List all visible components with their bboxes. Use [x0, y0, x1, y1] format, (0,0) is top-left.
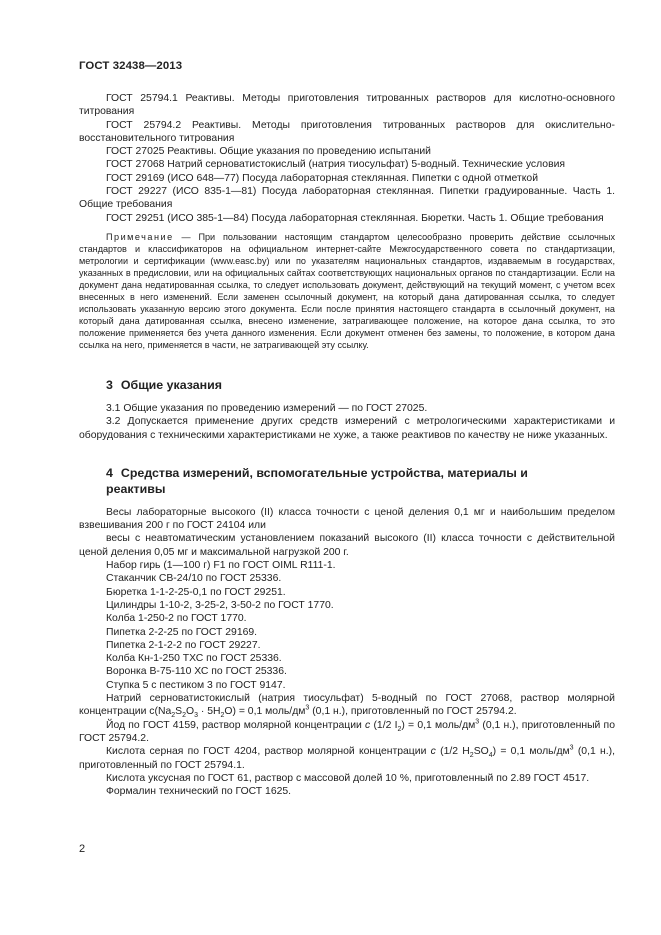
section-3: [79, 377, 615, 442]
formula-sub: 4: [488, 752, 493, 760]
equipment-item: Колба Кн-1-250 ТХС по ГОСТ 25336.: [106, 653, 282, 665]
clause-3-1: 3.1 Общие указания по проведению измерений — по ГОСТ 27025.: [106, 402, 428, 414]
reference-item: ГОСТ 29227 (ИСО 835-1—81) Посуда лабораторная стеклянная. Пипетки градуированные. Часть 1. Общие требования: [79, 186, 615, 211]
formula-text: Натрий серноватистокислый (натрия тиосульфат) 5-водный по ГОСТ 27068, раствор молярной концентрации c(Na: [79, 693, 615, 718]
reagent-item: Формалин технический по ГОСТ 1625.: [106, 786, 292, 798]
reference-item: ГОСТ 27025 Реактивы. Общие указания по проведению испытаний: [106, 146, 431, 158]
reference-item: ГОСТ 25794.2 Реактивы. Методы приготовления титрованных растворов для окислительно-восстановительного титрования: [79, 119, 615, 144]
formula-text: O) = 0,1 моль/дм: [224, 706, 306, 718]
formula-sub: 3: [194, 712, 198, 720]
section-number: 4: [106, 465, 113, 480]
formula-text: Кислота серная по ГОСТ 4204, раствор молярной концентрации: [106, 746, 431, 758]
reference-item: ГОСТ 29169 (ИСО 648—77) Посуда лабораторная стеклянная. Пипетки с одной отметкой: [106, 172, 539, 184]
reference-item: ГОСТ 27068 Натрий серноватистокислый (натрия тиосульфат) 5-водный. Технические условия: [106, 159, 566, 171]
reagent-item: Кислота уксусная по ГОСТ 61, раствор с массовой долей 10 %, приготовленный по 2.89 ГОСТ 4517.: [106, 772, 590, 784]
reference-item: ГОСТ 29251 (ИСО 385-1—84) Посуда лабораторная стеклянная. Бюретки. Часть 1. Общие требования: [106, 212, 604, 224]
section-4: [79, 465, 615, 799]
formula-sup: 3: [305, 704, 310, 712]
formula-text: SO: [473, 746, 489, 758]
equipment-item: Цилиндры 1-10-2, 3-25-2, 3-50-2 по ГОСТ 1770.: [106, 599, 334, 611]
reagent-iodine: [79, 719, 615, 746]
formula-text: (0,1 н.), приготовленный по ГОСТ 25794.1.: [79, 746, 615, 771]
section-title: Средства измерений, вспомогательные устройства, материалы и реактивы: [106, 465, 528, 496]
equipment-item: Ступка 5 с пестиком 3 по ГОСТ 9147.: [106, 679, 286, 691]
normative-references: [79, 92, 615, 225]
section-heading: [79, 465, 615, 497]
page-number: 2: [79, 843, 86, 855]
equipment-item: Воронка В-75-110 ХС по ГОСТ 25336.: [106, 666, 287, 678]
formula-text: (0,1 н.), приготовленный по ГОСТ 25794.2.: [309, 706, 517, 718]
reagent-thiosulfate: [79, 692, 615, 719]
clause-3-2: 3.2 Допускается применение других средств измерений с метрологическими характеристиками и оборудования с техническими характеристиками не хуже, а также реактивов по качеству не ниже указанных.: [79, 416, 615, 441]
equipment-item: Бюретка 1-1-2-25-0,1 по ГОСТ 29251.: [106, 586, 286, 598]
formula-sub: 2: [220, 712, 225, 720]
section-title: Общие указания: [120, 377, 222, 392]
formula-sub: 2: [397, 725, 402, 733]
equipment-item: Набор гирь (1—100 г) F1 по ГОСТ OIML R111-1.: [106, 560, 336, 572]
formula-sub: 2: [171, 712, 176, 720]
formula-text: (0,1 н.), приготовленный по ГОСТ 25794.2.: [79, 719, 615, 744]
note-paragraph: [79, 231, 615, 351]
reagent-sulfuric-acid: [79, 745, 615, 772]
equipment-item: Весы лабораторные высокого (II) класса точности с ценой деления 0,1 мг и наибольшим пределом взвешивания 200 г по ГОСТ 24104 или: [79, 506, 615, 532]
section-heading: [79, 377, 615, 393]
note-label: Примечание: [106, 231, 174, 242]
formula-text: ) = 0,1 моль/дм: [401, 719, 476, 731]
formula-text: ) = 0,1 моль/дм: [492, 746, 570, 758]
formula-sub: 2: [182, 712, 186, 720]
note-text: — При пользовании настоящим стандартом целесообразно проверить действие ссылочных стандартов и классификаторов на официальном интернет-сайте Межгосударственного совета по стандартизации, метрологии и сертификации (www.easc.by) или по указателям национальных стандартов, издаваемым в государствах, указанных в предисловии, или на официальных сайтах соответствующих национальных органов по стандартизации. Если на документ дана недатированная ссылка, то следует использовать документ, действующий на текущий момент, с учетом всех внесенных в него изменений. Если заменен ссылочный документ, на который дана датированная ссылка, то следует использовать указанную версию этого документа. Если после принятия настоящего стандарта в ссылочный документ, на который дана датированная ссылка, внесено изменение, затрагивающее положение, на которое дана ссылка, то это положение применяется без учета данного изменения. Если документ отменен без замены, то положение, в котором дана ссылка на него, применяется в части, не затрагивающей эту ссылку.: [79, 231, 615, 350]
equipment-item: Пипетка 2-1-2-2 по ГОСТ 29227.: [106, 639, 261, 651]
equipment-item: Колба 1-250-2 по ГОСТ 1770.: [106, 613, 247, 625]
formula-text: (1/2 H: [435, 746, 470, 758]
formula-var: c: [365, 719, 371, 731]
formula-sup: 3: [475, 718, 480, 726]
document-header: ГОСТ 32438—2013: [79, 60, 183, 72]
formula-text: Йод по ГОСТ 4159, раствор молярной концентрации: [106, 719, 366, 731]
formula-text: (1/2 I: [370, 719, 398, 731]
formula-var: c: [430, 746, 436, 758]
formula-text: · 5H: [197, 706, 221, 718]
page-content: [79, 92, 615, 798]
formula-text: O: [185, 706, 195, 718]
formula-sup: 3: [569, 744, 574, 752]
equipment-item: весы с неавтоматическим установлением показаний высокого (II) класса точности с действительной ценой деления 0,05 мг и максимальной нагрузкой 200 г.: [79, 533, 615, 558]
section-number: 3: [106, 377, 113, 392]
formula-sub: 2: [469, 752, 474, 760]
equipment-item: Стаканчик СВ-24/10 по ГОСТ 25336.: [106, 573, 282, 585]
formula-text: S: [175, 706, 183, 718]
equipment-item: Пипетка 2-2-25 по ГОСТ 29169.: [106, 626, 258, 638]
reference-item: ГОСТ 25794.1 Реактивы. Методы приготовления титрованных растворов для кислотно-основного титрования: [79, 93, 615, 118]
